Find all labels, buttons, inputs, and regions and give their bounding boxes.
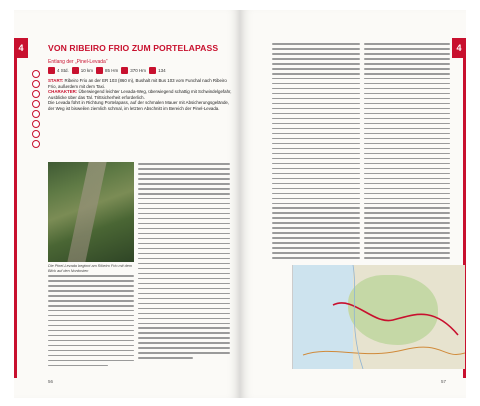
map-route	[293, 265, 465, 369]
clock-icon	[48, 67, 55, 74]
nature-icon	[32, 120, 40, 128]
ascent-icon	[96, 67, 103, 74]
page-title: VON RIBEIRO FRIO ZUM PORTELAPASS	[48, 43, 219, 53]
page-number-right: 57	[440, 379, 446, 384]
stat-distance: 10 km	[72, 67, 93, 74]
stat-descent: 370 Hm	[121, 67, 146, 74]
map-icon	[149, 67, 156, 74]
stat-duration: 4 Std.	[48, 67, 69, 74]
route-map	[292, 265, 465, 369]
stat-ascent: 85 Hm	[96, 67, 118, 74]
chapter-bar-left	[14, 58, 17, 378]
levada-photo	[48, 162, 134, 262]
open-book	[14, 10, 466, 398]
child-icon	[32, 100, 40, 108]
restaurant-icon	[32, 90, 40, 98]
page-subtitle: Entlang der „Pinel-Levada“	[48, 59, 108, 65]
bus-icon	[32, 70, 40, 78]
photo-caption: Die Pinel-Levada beginnt am Ribeiro Frio mit dem Blick auf den Nordosten	[48, 264, 132, 273]
right-text-column-1	[272, 43, 360, 262]
feature-icons	[32, 70, 42, 150]
warning-icon	[32, 140, 40, 148]
left-page	[14, 10, 240, 398]
right-page	[240, 10, 466, 398]
tour-stats	[48, 67, 166, 74]
tour-info	[48, 78, 232, 112]
route-line	[333, 303, 458, 335]
water-icon	[32, 130, 40, 138]
stat-page-ref: 134	[149, 67, 166, 74]
info-route: Die Levada führt in Richtung Portelapass, auf der schmalen Mauer mit Absicherungsgelände, der Weg ist bisweilen ziemlich schmal, im letzten Abschnitt im Bereich der Pinel-Levada.	[48, 100, 230, 111]
chapter-tab-left: 4	[14, 38, 28, 58]
info-character: CHARAKTER: Überwiegend leichter Levada-Weg, überwiegend schattig mit Schwindelgefahr, Ausblicke über das Tal. Trittsicherheit erforderlich.	[48, 89, 232, 100]
body-text-column-right	[138, 163, 230, 362]
page-number-left: 56	[48, 379, 54, 384]
viewpoint-icon	[32, 110, 40, 118]
info-start: START: Ribeiro Frio an der ER 103 (860 m), Bushalt mit Bus 103 vom Funchal nach Ribeiro Frio, außerdem mit dem Taxi.	[48, 78, 227, 89]
right-text-column-2	[364, 43, 450, 262]
distance-icon	[72, 67, 79, 74]
road-line	[303, 347, 465, 355]
parking-icon	[32, 80, 40, 88]
chapter-tab-right: 4	[452, 38, 466, 58]
body-text-column-left	[48, 275, 134, 370]
descent-icon	[121, 67, 128, 74]
